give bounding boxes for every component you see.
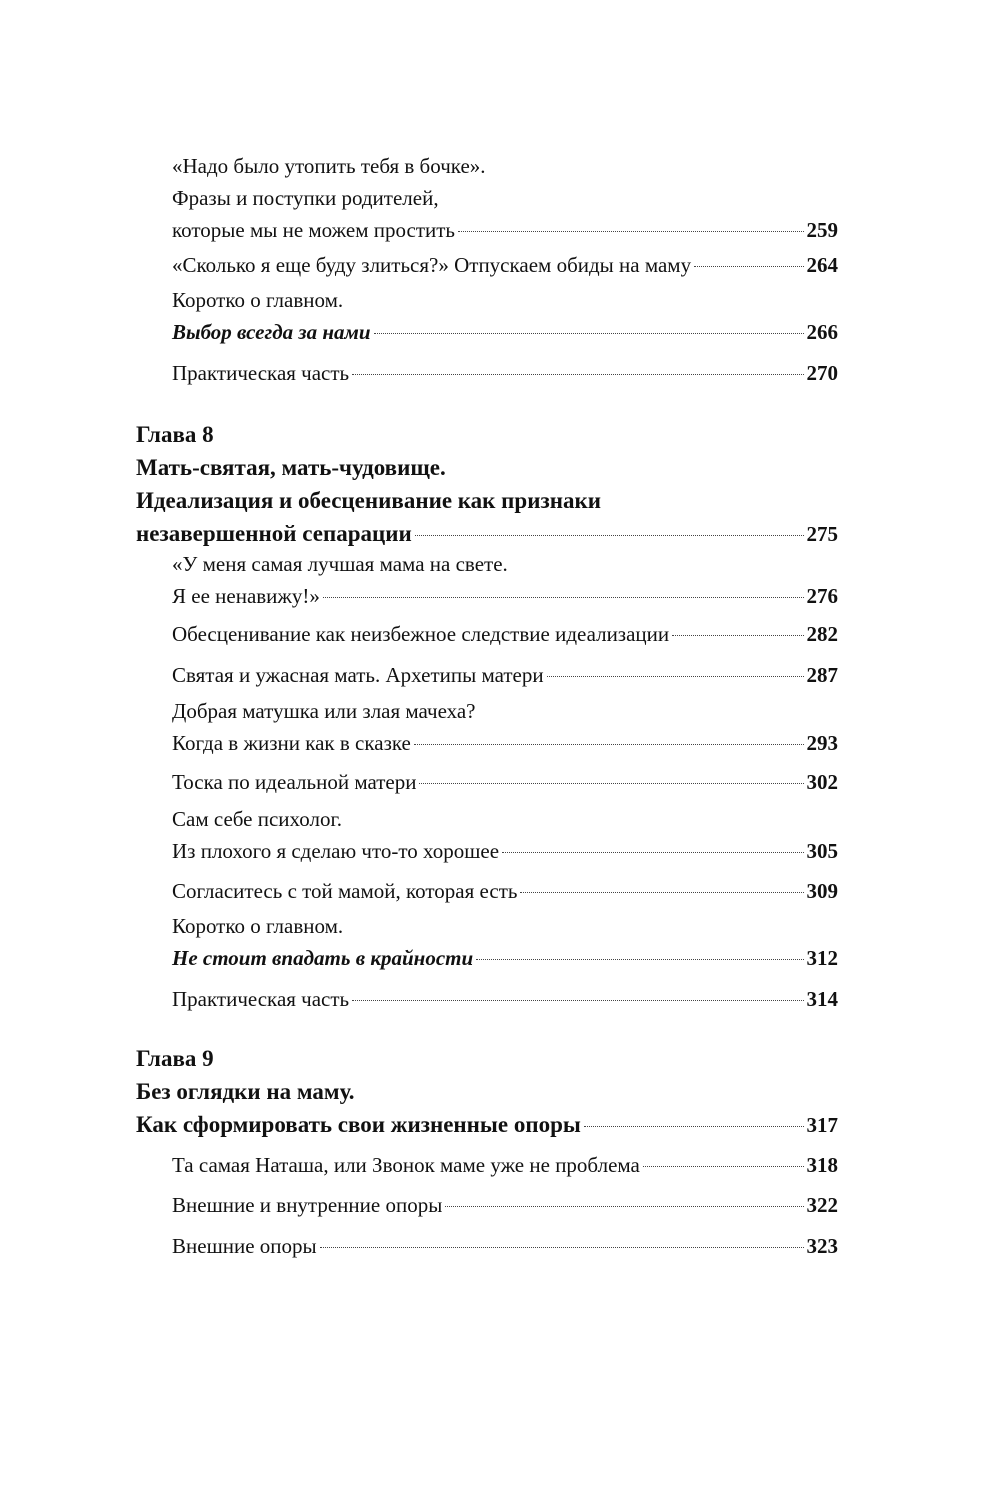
- entry-title-line: которые мы не можем простить: [172, 218, 456, 242]
- toc-entry: [172, 875, 838, 907]
- dot-leader: [419, 783, 803, 784]
- page-number: 287: [806, 663, 838, 687]
- toc-entry: [172, 803, 838, 867]
- dot-leader: [502, 852, 803, 853]
- entry-title-line: Святая и ужасная мать. Архетипы матери: [172, 663, 544, 687]
- dot-leader: [415, 535, 804, 536]
- page-number: 323: [806, 1234, 838, 1258]
- chapter-title-line: Мать-святая, мать-чудовище.: [136, 455, 446, 480]
- toc-entry: [172, 618, 838, 650]
- chapter-label: Глава 9: [136, 1046, 214, 1071]
- page-number: 318: [806, 1153, 838, 1177]
- dot-leader: [584, 1126, 804, 1127]
- toc-entry: [172, 1189, 838, 1221]
- dot-leader: [458, 231, 803, 232]
- dot-leader: [672, 635, 803, 636]
- toc-entry: [172, 983, 838, 1015]
- entry-title-line: Добрая матушка или злая мачеха?: [172, 699, 476, 723]
- page-number: 276: [806, 584, 838, 608]
- dot-leader: [520, 892, 803, 893]
- entry-title-emphasis: Не стоит впадать в крайности: [172, 946, 474, 970]
- toc-entry: [172, 766, 838, 798]
- chapter-label: Глава 8: [136, 422, 214, 447]
- entry-title-line: Практическая часть: [172, 987, 350, 1011]
- toc-entry: [172, 659, 838, 691]
- dot-leader: [547, 676, 804, 677]
- page-number: 282: [806, 622, 838, 646]
- dot-leader: [694, 266, 803, 267]
- entry-title-line: Фразы и поступки родителей,: [172, 186, 439, 210]
- entry-title-line: «Надо было утопить тебя в бочке».: [172, 154, 486, 178]
- entry-title-line: Коротко о главном.: [172, 914, 344, 938]
- entry-title-line: «У меня самая лучшая мама на свете.: [172, 552, 508, 576]
- page-number: 317: [806, 1113, 838, 1137]
- toc-entry: [172, 150, 838, 246]
- toc-entry: [172, 910, 838, 974]
- entry-title-line: Та самая Наташа, или Звонок маме уже не проблема: [172, 1153, 640, 1177]
- entry-title-line: Когда в жизни как в сказке: [172, 731, 411, 755]
- toc-entry: [172, 1230, 838, 1262]
- page-number: 312: [806, 946, 838, 970]
- entry-title-line: Я ее ненавижу!»: [172, 584, 320, 608]
- toc-entry: [172, 357, 838, 389]
- entry-title-line: Практическая часть: [172, 361, 350, 385]
- page-number: 322: [806, 1193, 838, 1217]
- chapter-title-line: Без оглядки на маму.: [136, 1079, 355, 1104]
- page-number: 259: [806, 218, 838, 242]
- page-number: 314: [806, 987, 838, 1011]
- page-number: 305: [806, 839, 838, 863]
- dot-leader: [643, 1166, 804, 1167]
- dot-leader: [352, 1000, 803, 1001]
- toc-entry: [172, 695, 838, 759]
- toc-entry: [172, 548, 838, 612]
- entry-title-line: «Сколько я еще буду злиться?» Отпускаем обиды на маму: [172, 253, 692, 277]
- page-number: 264: [806, 253, 838, 277]
- entry-title-line: Из плохого я сделаю что-то хорошее: [172, 839, 500, 863]
- chapter-title-line: Идеализация и обесценивание как признаки: [136, 488, 601, 513]
- page-number: 302: [806, 770, 838, 794]
- dot-leader: [352, 374, 803, 375]
- chapter-heading: [136, 1042, 838, 1142]
- toc-entry: [172, 284, 838, 348]
- page-number: 270: [806, 361, 838, 385]
- chapter-title-line: Как сформировать свои жизненные опоры: [136, 1112, 581, 1137]
- entry-title-line: Согласитесь с той мамой, которая есть: [172, 879, 518, 903]
- entry-title-line: Обесценивание как неизбежное следствие идеализации: [172, 622, 670, 646]
- dot-leader: [374, 333, 804, 334]
- dot-leader: [476, 959, 803, 960]
- toc-entry: [172, 1149, 838, 1181]
- entry-title-emphasis: Выбор всегда за нами: [172, 320, 371, 344]
- page-number: 266: [806, 320, 838, 344]
- page-number: 275: [806, 522, 838, 546]
- entry-title-line: Внешние опоры: [172, 1234, 317, 1258]
- entry-title-line: Сам себе психолог.: [172, 807, 342, 831]
- dot-leader: [323, 597, 804, 598]
- dot-leader: [414, 744, 804, 745]
- entry-title-line: Коротко о главном.: [172, 288, 344, 312]
- dot-leader: [320, 1247, 804, 1248]
- dot-leader: [445, 1206, 803, 1207]
- page-number: 309: [806, 879, 838, 903]
- entry-title-line: Внешние и внутренние опоры: [172, 1193, 443, 1217]
- page-number: 293: [806, 731, 838, 755]
- chapter-heading: [136, 418, 838, 551]
- entry-title-line: Тоска по идеальной матери: [172, 770, 417, 794]
- chapter-title-line: незавершенной сепарации: [136, 521, 412, 546]
- toc-entry: [172, 249, 838, 281]
